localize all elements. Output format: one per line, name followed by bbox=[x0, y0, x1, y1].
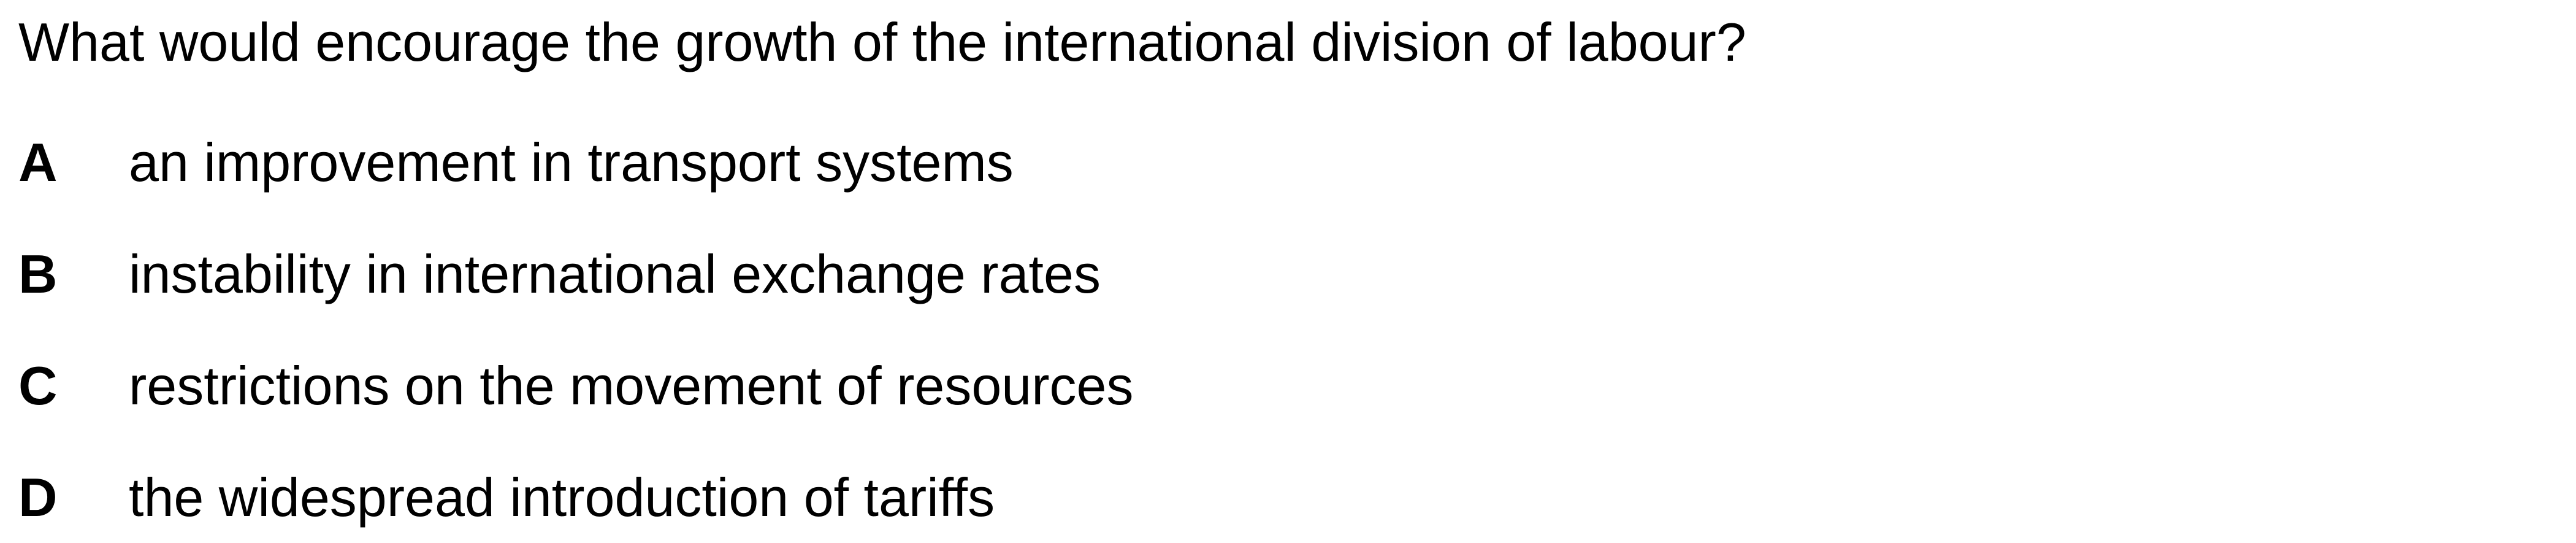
option-text: restrictions on the movement of resources bbox=[129, 355, 1134, 416]
option-letter: D bbox=[18, 467, 58, 528]
option-text: an improvement in transport systems bbox=[129, 132, 1014, 193]
option-letter: B bbox=[18, 244, 58, 304]
question-text: What would encourage the growth of the international division of labour? bbox=[18, 12, 1746, 72]
option-letter: C bbox=[18, 355, 58, 416]
option-text: instability in international exchange rates bbox=[129, 244, 1101, 304]
option-text: the widespread introduction of tariffs bbox=[129, 467, 995, 528]
option-letter: A bbox=[18, 132, 58, 193]
